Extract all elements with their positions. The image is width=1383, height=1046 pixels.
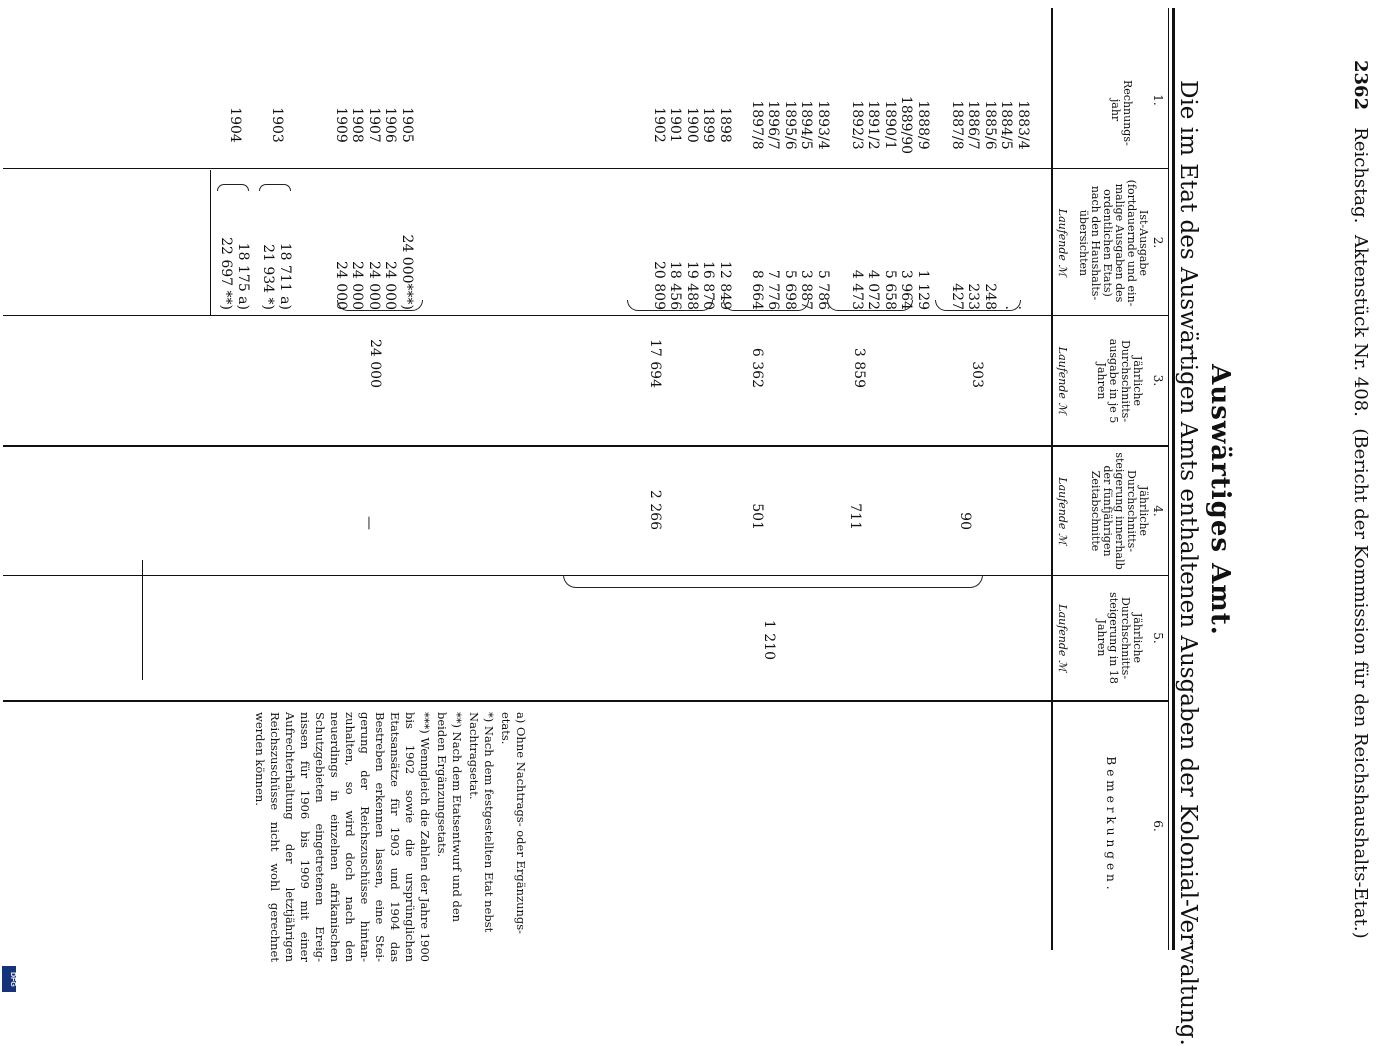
col3-number: 3. <box>1151 374 1165 387</box>
amount-1903-a: 18 711 a) <box>277 242 293 310</box>
col1-heading: Rechnungs- jahr <box>1109 80 1134 146</box>
year-cell: 1902 <box>651 107 667 143</box>
year-cell: 1898 <box>717 107 733 143</box>
rule-after-1904 <box>210 170 211 315</box>
year-1903: 1903 <box>269 107 285 143</box>
col4-val-5: — <box>361 516 377 530</box>
table-top-rule-thin <box>1168 8 1169 950</box>
amount-cell: 19 488 <box>684 261 700 310</box>
amount-cell: 427 <box>949 283 965 310</box>
amount-cell: 248 <box>982 283 998 310</box>
group-brace-1 <box>935 300 1021 311</box>
col3-avg-5: 24 000 <box>367 339 383 388</box>
amount-cell: 5 786 <box>815 269 831 310</box>
col3-avg-3: 6 362 <box>749 347 765 388</box>
note-triple-star: ***) Wenngleich die Zahlen der Jahre 1900 bis 1902 sowie die ursprünglichen Etatsansätze für 1903 und 1904 das Bestreben erkennen lassen, eine Stei- gerung der Reichszuschüsse hintan- zuhalten, so wird doch nach den neuerdings in einzelnen afrikanischen Schutzgebieten eingetretenen Ereig- nissen für 1906 bis 1909 mit einer Aufrechterhaltung der letztjährigen Reichszuschüsse nicht wohl gerechnet werden können. <box>253 712 432 962</box>
year-cell: 1896/7 <box>765 100 782 150</box>
binding-mark <box>142 560 143 680</box>
col1-number: 1. <box>1151 94 1165 106</box>
report-ref: (Bericht der Kommission für den Reichshaushalts-Etat.) <box>1350 428 1371 939</box>
col2-unit: Laufende ℳ <box>1056 208 1069 277</box>
year-cell: 1895/6 <box>782 100 798 150</box>
year-cell: 1889/90 <box>898 95 915 155</box>
amount-cell: 5 658 <box>882 269 898 310</box>
amount-cell: 16 870 <box>700 261 717 310</box>
note-double-star: **) Nach dem Etatsentwurf und den beiden Ergänzungsetats. <box>435 712 464 923</box>
group-brace-5 <box>337 300 423 311</box>
amount-cell: 4 473 <box>849 269 865 310</box>
amount-cell: 24 000 <box>366 261 382 310</box>
group-brace-3 <box>723 300 809 311</box>
amount-cell: 24 000***) <box>399 234 415 310</box>
col5-val-1: 1 210 <box>761 619 777 660</box>
col-divider-1 <box>3 168 1168 169</box>
amount-cell: 8 664 <box>749 269 765 310</box>
amount-cell: 3 964 <box>898 269 915 310</box>
year-cell: 1886/7 <box>965 100 982 150</box>
year-1904: 1904 <box>227 107 243 143</box>
year-cell: 1887/8 <box>949 100 965 150</box>
header-bottom-rule <box>1051 8 1053 950</box>
col3-unit: Laufende ℳ <box>1056 346 1069 415</box>
page-number: 2362 <box>1350 60 1371 111</box>
year-cell: 1897/8 <box>749 100 765 150</box>
amount-cell: 1 129 <box>915 269 931 310</box>
page-title: Auswärtiges Amt. <box>1205 364 1235 636</box>
year-cell: 1905 <box>399 107 415 143</box>
amount-cell: 5 698 <box>782 269 798 310</box>
col4-val-4: 2 266 <box>647 489 663 530</box>
year-cell: 1906 <box>382 107 399 143</box>
year-cell: 1900 <box>684 107 700 143</box>
group-brace-2 <box>827 300 913 311</box>
year-cell: 1901 <box>667 107 684 143</box>
running-header <box>1350 60 1371 939</box>
col5-unit: Laufende ℳ <box>1056 604 1069 672</box>
brace-1904 <box>217 184 249 191</box>
col3-avg-2: 3 859 <box>851 347 867 388</box>
col6-number: 6. <box>1151 820 1165 832</box>
col3-avg-4: 17 694 <box>647 339 663 388</box>
amount-cell: · <box>998 305 1015 310</box>
note-a: a) Ohne Nachtrags- oder Ergänzungs- etats. <box>499 712 528 935</box>
col4-val-2: 711 <box>847 503 863 530</box>
amount-cell: 20 809 <box>651 261 667 310</box>
document-ref: Aktenstück Nr. 408. <box>1350 234 1371 417</box>
col2-number: 2. <box>1151 236 1165 249</box>
amount-cell: 233 <box>965 283 982 310</box>
year-cell: 1899 <box>700 107 717 143</box>
amount-cell: 24 000 <box>333 261 349 310</box>
year-cell: 1885/6 <box>982 100 998 150</box>
col-divider-3 <box>3 445 1168 447</box>
col4-heading: Jährliche Durchschnitts- steigerung innerhalb der fünfjährigen Zeitabschnitte <box>1089 452 1150 570</box>
dfg-logo: DFG <box>2 966 16 992</box>
col4-number: 4. <box>1151 505 1165 517</box>
year-cell: 1892/3 <box>849 100 865 150</box>
amount-1904-a: 18 175 a) <box>235 242 251 310</box>
col6-heading: Bemerkungen. <box>1104 756 1118 894</box>
amount-cell: 12 849 <box>717 261 733 310</box>
brace-1903 <box>259 184 291 191</box>
amount-cell: 24 000 <box>382 261 399 310</box>
col3-heading: Jährliche Durchschnitts- ausgabe in je 5 Jahren <box>1095 338 1144 424</box>
amount-cell: . <box>1015 305 1031 310</box>
year-cell: 1883/4 <box>1015 100 1031 150</box>
year-cell: 1909 <box>333 107 349 143</box>
col5-heading: Jährliche Durchschnitts- steigerung in 18 Jahren <box>1095 592 1144 684</box>
year-cell: 1894/5 <box>798 100 815 150</box>
col2-heading: Ist-Ausgabe (fortdauernde und ein- malige Ausgaben des ordentlichen Etats) nach den Haushalts- übersichten <box>1077 179 1150 307</box>
table-top-rule <box>1172 8 1175 950</box>
col-divider-2 <box>3 315 1168 316</box>
amount-1903-b: 21 934 *) <box>260 244 276 310</box>
note-star: *) Nach dem festgestellten Etat nebst Nachtragsetat. <box>467 712 496 933</box>
year-cell: 1891/2 <box>865 100 882 150</box>
publication-name: Reichstag. <box>1350 127 1371 224</box>
amount-cell: 7 776 <box>765 269 782 310</box>
group-brace-4 <box>627 300 713 311</box>
year-cell: 1893/4 <box>815 100 831 150</box>
col5-number: 5. <box>1151 632 1165 644</box>
amount-1904-b: 22 697 **) <box>218 237 234 310</box>
amount-cell: 3 887 <box>798 269 815 310</box>
col4-unit: Laufende ℳ <box>1056 477 1069 545</box>
year-cell: 1890/1 <box>882 100 898 150</box>
year-cell: 1907 <box>366 107 382 143</box>
year-cell: 1888/9 <box>915 100 931 150</box>
col4-val-1: 90 <box>957 512 973 530</box>
amount-cell: 24 000 <box>349 261 366 310</box>
year-cell: 1884/5 <box>998 100 1015 150</box>
page-subtitle: Die im Etat des Auswärtigen Amts enthaltenen Ausgaben der Kolonial-Verwaltung. <box>1175 80 1201 1046</box>
col5-brace <box>563 575 983 588</box>
year-cell: 1908 <box>349 107 366 143</box>
col-divider-5 <box>3 700 1168 702</box>
col3-avg-1: 303 <box>969 361 985 388</box>
col4-val-3: 501 <box>749 503 765 530</box>
amount-cell: 18 456 <box>667 261 684 310</box>
amount-cell: 4 072 <box>865 269 882 310</box>
